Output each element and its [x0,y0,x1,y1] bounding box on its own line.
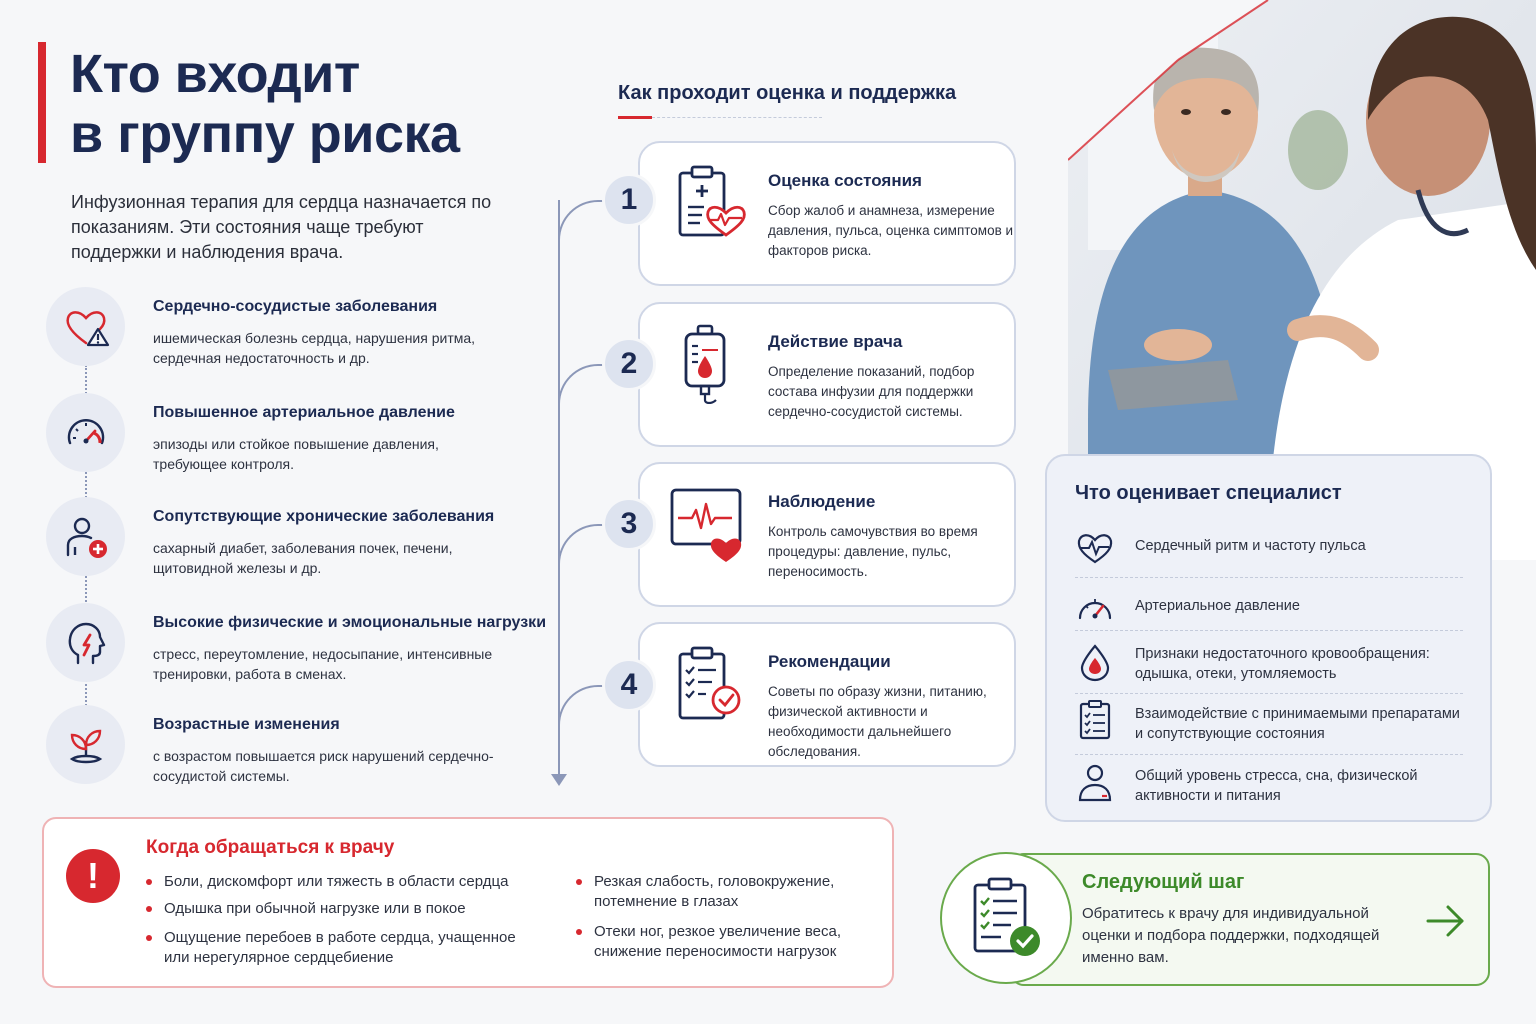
monitor-heart-icon [670,484,750,564]
risk-title: Сердечно-сосудистые заболевания [153,298,438,315]
step-title: Оценка состояния [768,171,922,190]
specialist-divider [1075,693,1463,694]
steps-title-divider [652,117,822,118]
gauge-icon [1075,588,1115,628]
steps-flow-line [558,200,560,780]
heart-pulse-icon [1075,528,1115,568]
step-card-observation [638,462,1016,607]
clipboard-check-icon [961,873,1051,963]
step-card-assessment [638,141,1016,286]
person-icon [1075,762,1115,802]
step-desc: Контроль самочувствия во время процедуры: давление, пульс, переносимость. [768,524,978,579]
specialist-item-text: Сердечный ритм и частоту пульса [1135,538,1366,554]
warning-item: Ощущение перебоев в работе сердца, учащенное или нерегулярное сердцебиение [146,928,516,968]
risk-item-age [46,705,546,805]
list-icon [1075,700,1115,740]
specialist-item-text: Артериальное давление [1135,598,1300,614]
intro-text: Инфузионная терапия для сердца назначается по показаниям. Эти состояния чаще требуют поддержки и наблюдения врача. [71,192,492,262]
risk-item-stress [46,603,546,703]
risk-title: Повышенное артериальное давление [153,404,455,421]
specialist-divider [1075,577,1463,578]
risk-desc: с возрастом повышается риск нарушений сердечно-сосудистой системы. [153,748,494,784]
step-desc: Советы по образу жизни, питанию, физической активности и необходимости дальнейшего обследования. [768,684,987,759]
gauge-icon [46,393,125,472]
step-number-badge: 4 [602,658,656,712]
risk-title: Высокие физические и эмоциональные нагрузки [153,614,547,631]
step-title: Действие врача [768,332,903,351]
step-number-badge: 3 [602,497,656,551]
risk-desc: ишемическая болезнь сердца, нарушения ритма, сердечная недостаточность и др. [153,330,476,366]
specialist-item-text: Признаки недостаточного кровообращения: одышка, отеки, утомляемость [1135,646,1430,682]
specialist-item [1075,700,1465,760]
next-step-box [1010,853,1490,986]
step-connector [558,524,606,584]
specialist-item [1075,588,1465,648]
clipboard-heart-icon [670,163,750,243]
specialist-panel-title: Что оценивает специалист [1075,482,1342,504]
exclamation-icon: ! [66,849,120,903]
arrow-right-icon[interactable] [1424,903,1468,939]
risk-desc: эпизоды или стойкое повышение давления, требующее контроля. [153,436,439,472]
step-number-badge: 1 [602,173,656,227]
risk-item-pressure [46,393,546,493]
risk-title: Возрастные изменения [153,716,340,733]
page-title-line1: Кто входит [70,44,360,104]
page-title [70,44,460,164]
checklist-icon [670,644,750,724]
next-step-desc: Обратитесь к врачу для индивидуальной оценки и подбора поддержки, подходящей именно вам. [1082,905,1380,966]
step-connector [558,685,606,745]
step-card-recommendations [638,622,1016,767]
risk-desc: стресс, переутомление, недосыпание, интенсивные тренировки, работа в сменах. [153,646,493,682]
next-step-title: Следующий шаг [1082,871,1245,893]
step-card-doctor-action [638,302,1016,447]
step-connector [558,200,606,260]
risk-desc: сахарный диабет, заболевания почек, печени, щитовидной железы и др. [153,540,453,576]
steps-flow-arrowhead [551,774,567,786]
iv-bag-icon [670,324,750,404]
step-number-badge: 2 [602,337,656,391]
drop-icon [1075,642,1115,682]
heart-warning-icon [46,287,125,366]
title-accent-bar [38,42,46,163]
warning-item: Боли, дискомфорт или тяжесть в области сердца [146,872,556,892]
specialist-item-text: Общий уровень стресса, сна, физической активности и питания [1135,768,1418,804]
step-desc: Определение показаний, подбор состава инфузии для поддержки сердечно-сосудистой системы. [768,364,975,419]
warning-item: Одышка при обычной нагрузке или в покое [146,899,556,919]
steps-title-underline [618,116,652,119]
specialist-panel [1045,454,1492,822]
page-title-line2: в группу риска [70,104,460,164]
head-lightning-icon [46,603,125,682]
specialist-item [1075,528,1465,588]
next-step-badge [940,852,1072,984]
sprout-icon [46,705,125,784]
person-plus-icon [46,497,125,576]
specialist-divider [1075,754,1463,755]
warning-item: Резкая слабость, головокружение, потемнение в глазах [576,872,866,912]
specialist-item [1075,762,1465,822]
step-connector [558,364,606,424]
specialist-item-text: Взаимодействие с принимаемыми препаратами и сопутствующие состояния [1135,706,1460,742]
warning-title: Когда обращаться к врачу [146,837,395,858]
risk-item-chronic [46,497,546,597]
step-title: Наблюдение [768,492,876,511]
step-title: Рекомендации [768,652,891,671]
step-desc: Сбор жалоб и анамнеза, измерение давления, пульса, оценка симптомов и факторов риска. [768,203,1014,258]
warning-item: Отеки ног, резкое увеличение веса, снижение переносимости нагрузок [576,922,866,962]
risk-title: Сопутствующие хронические заболевания [153,508,495,525]
specialist-divider [1075,630,1463,631]
steps-section-title: Как проходит оценка и поддержка [618,82,957,104]
risk-item-cardio [46,287,546,387]
warning-box [42,817,894,988]
